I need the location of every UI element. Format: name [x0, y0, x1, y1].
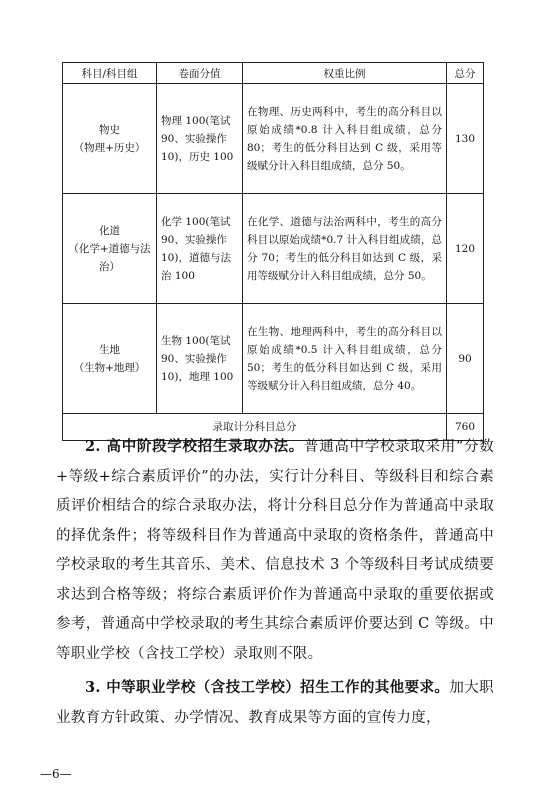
- table-header-row: [63, 63, 484, 84]
- table-row: [63, 84, 484, 194]
- header-subject: 科目/科目组: [63, 63, 157, 84]
- table-row: [63, 194, 484, 304]
- subject-cell: [63, 84, 157, 194]
- score-cell: 物理 100(笔试 90、实验操作 10)，历史 100: [157, 84, 243, 194]
- ratio-cell: 在化学、道德与法治两科中，考生的高分科目以原始成绩*0.7 计入科目组成绩，总分 70；考生的低分科目如达到 C 级，采用等级赋分计入科目组成绩，总分 50。: [243, 194, 447, 304]
- table-row: [63, 304, 484, 414]
- subject-cell: [63, 194, 157, 304]
- para-heading: 高中阶段学校招生录取办法。: [106, 438, 304, 455]
- score-table: [62, 62, 484, 441]
- body-text: [56, 432, 494, 733]
- subject-name: 物史: [99, 123, 120, 136]
- header-total: 总分: [447, 63, 484, 84]
- ratio-cell: 在物理、历史两科中，考生的高分科目以原始成绩*0.8 计入科目组成绩，总分 80；考生的低分科目达到 C 级，采用等级赋分计入科目组成绩，总分 50。: [243, 84, 447, 194]
- subject-detail: （生物+地理）: [73, 361, 146, 374]
- subject-cell: [63, 304, 157, 414]
- para-number: 3.: [85, 679, 101, 696]
- total-cell: 120: [447, 194, 484, 304]
- para-number: 2.: [85, 438, 101, 455]
- paragraph-2: [56, 432, 494, 669]
- total-value: 760: [447, 414, 484, 441]
- para-body: 加大职业教育方针政策、办学情况、教育成果等方面的宣传力度，: [56, 680, 494, 726]
- para-body: 普通高中学校录取采用“分数+等级+综合素质评价”的办法，实行计分科目、等级科目和综合素质评价相结合的综合录取办法，将计分科目总分作为普通高中录取的择优条件；将等级科目作为普通高中录取的资格条件，普通高中学校录取的考生其音乐、美术、信息技术 3 个等级科目考试成绩要求达到合格等级；将综合素质评价作为普通高中录取的重要依据或参考，普通高中学校录取的考生其综合素质评价要达到 C 等级。中等职业学校（含技工学校）录取则不限。: [56, 439, 495, 662]
- paragraph-3: [56, 673, 494, 733]
- score-cell: 生物 100(笔试 90、实验操作 10)，地理 100: [157, 304, 243, 414]
- page-number: —6—: [40, 767, 72, 781]
- subject-name: 化道: [99, 224, 120, 237]
- subject-detail: （化学+道德与法治）: [68, 242, 151, 273]
- para-heading: 中等职业学校（含技工学校）招生工作的其他要求。: [106, 679, 450, 696]
- total-cell: 130: [447, 84, 484, 194]
- header-ratio: 权重比例: [243, 63, 447, 84]
- total-cell: 90: [447, 304, 484, 414]
- ratio-cell: 在生物、地理两科中，考生的高分科目以原始成绩*0.5 计入科目组成绩，总分 50；考生的低分科目如达到 C 级，采用等级赋分计入科目组成绩，总分 40。: [243, 304, 447, 414]
- total-label: 录取计分科目总分: [63, 414, 447, 441]
- subject-detail: （物理+历史）: [73, 141, 146, 154]
- header-score: 卷面分值: [157, 63, 243, 84]
- subject-name: 生地: [99, 343, 120, 356]
- score-cell: 化学 100(笔试 90、实验操作 10)，道德与法治 100: [157, 194, 243, 304]
